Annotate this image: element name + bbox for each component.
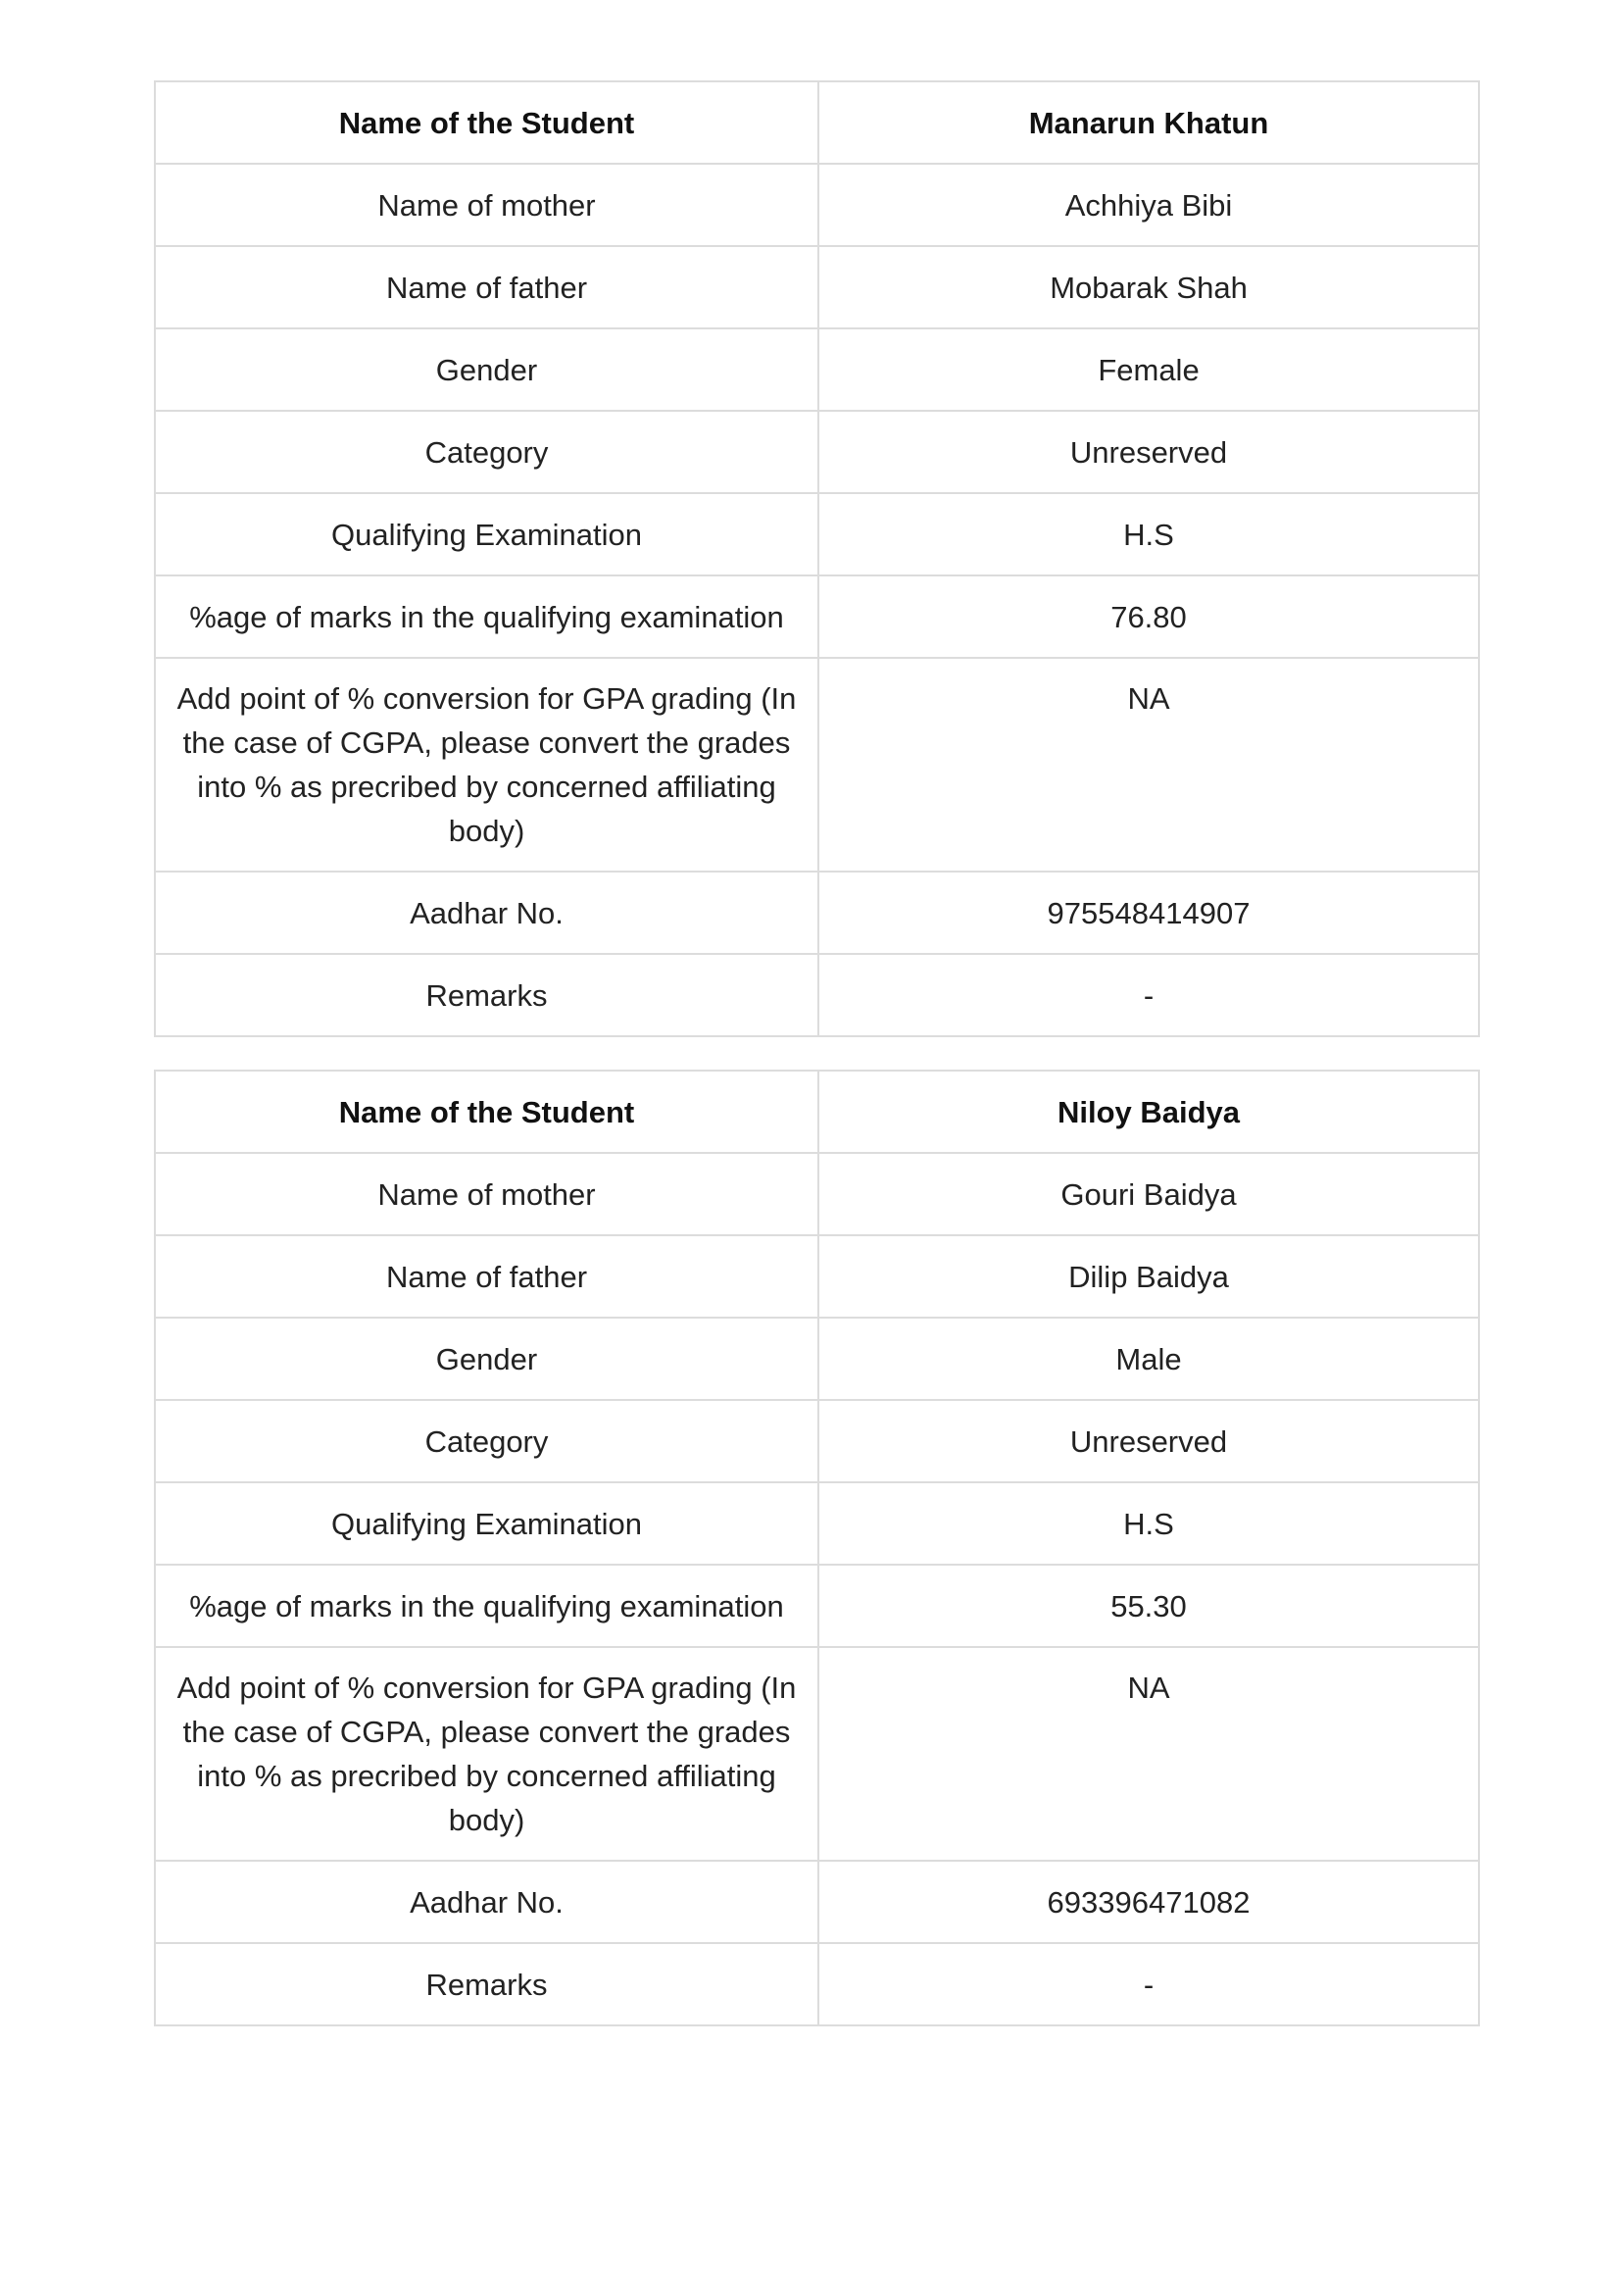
table-row bbox=[155, 1482, 1479, 1565]
row-value: - bbox=[818, 1943, 1479, 2025]
row-label: %age of marks in the qualifying examination bbox=[155, 575, 818, 658]
row-label: %age of marks in the qualifying examination bbox=[155, 1565, 818, 1647]
table-row bbox=[155, 872, 1479, 954]
student-record-table bbox=[154, 80, 1480, 1037]
table-row bbox=[155, 493, 1479, 575]
table-row bbox=[155, 575, 1479, 658]
student-name-value: Niloy Baidya bbox=[818, 1071, 1479, 1153]
row-label: Qualifying Examination bbox=[155, 493, 818, 575]
row-value: Mobarak Shah bbox=[818, 246, 1479, 328]
row-label: Category bbox=[155, 411, 818, 493]
table-row bbox=[155, 246, 1479, 328]
row-value: 76.80 bbox=[818, 575, 1479, 658]
row-value: NA bbox=[818, 1647, 1479, 1861]
row-label: Remarks bbox=[155, 954, 818, 1036]
table-row bbox=[155, 1861, 1479, 1943]
table-header-row bbox=[155, 1071, 1479, 1153]
student-name-value: Manarun Khatun bbox=[818, 81, 1479, 164]
table-row bbox=[155, 411, 1479, 493]
table-row bbox=[155, 1943, 1479, 2025]
row-value: Achhiya Bibi bbox=[818, 164, 1479, 246]
row-value: 55.30 bbox=[818, 1565, 1479, 1647]
table-header-row bbox=[155, 81, 1479, 164]
row-value: Unreserved bbox=[818, 1400, 1479, 1482]
row-value: Male bbox=[818, 1318, 1479, 1400]
row-label: Add point of % conversion for GPA grading (In the case of CGPA, please convert the grades into % as precribed by concerned affiliating body) bbox=[155, 1647, 818, 1861]
row-value: Unreserved bbox=[818, 411, 1479, 493]
table-row bbox=[155, 954, 1479, 1036]
student-record-table bbox=[154, 1070, 1480, 2026]
row-label: Name of mother bbox=[155, 1153, 818, 1235]
row-label: Aadhar No. bbox=[155, 872, 818, 954]
row-label: Aadhar No. bbox=[155, 1861, 818, 1943]
student-name-label: Name of the Student bbox=[155, 81, 818, 164]
table-row bbox=[155, 1647, 1479, 1861]
row-value: NA bbox=[818, 658, 1479, 872]
row-label: Qualifying Examination bbox=[155, 1482, 818, 1565]
row-value: Dilip Baidya bbox=[818, 1235, 1479, 1318]
table-row bbox=[155, 1153, 1479, 1235]
student-name-label: Name of the Student bbox=[155, 1071, 818, 1153]
table-row bbox=[155, 1318, 1479, 1400]
row-label: Name of mother bbox=[155, 164, 818, 246]
table-row bbox=[155, 1565, 1479, 1647]
row-label: Gender bbox=[155, 328, 818, 411]
row-label: Gender bbox=[155, 1318, 818, 1400]
row-label: Add point of % conversion for GPA grading (In the case of CGPA, please convert the grades into % as precribed by concerned affiliating body) bbox=[155, 658, 818, 872]
row-label: Name of father bbox=[155, 1235, 818, 1318]
row-value: 975548414907 bbox=[818, 872, 1479, 954]
table-row bbox=[155, 328, 1479, 411]
row-label: Category bbox=[155, 1400, 818, 1482]
row-value: - bbox=[818, 954, 1479, 1036]
row-value: Gouri Baidya bbox=[818, 1153, 1479, 1235]
row-label: Name of father bbox=[155, 246, 818, 328]
table-row bbox=[155, 1235, 1479, 1318]
row-value: H.S bbox=[818, 493, 1479, 575]
row-label: Remarks bbox=[155, 1943, 818, 2025]
table-row bbox=[155, 1400, 1479, 1482]
row-value: H.S bbox=[818, 1482, 1479, 1565]
table-row bbox=[155, 164, 1479, 246]
table-row bbox=[155, 658, 1479, 872]
row-value: 693396471082 bbox=[818, 1861, 1479, 1943]
row-value: Female bbox=[818, 328, 1479, 411]
